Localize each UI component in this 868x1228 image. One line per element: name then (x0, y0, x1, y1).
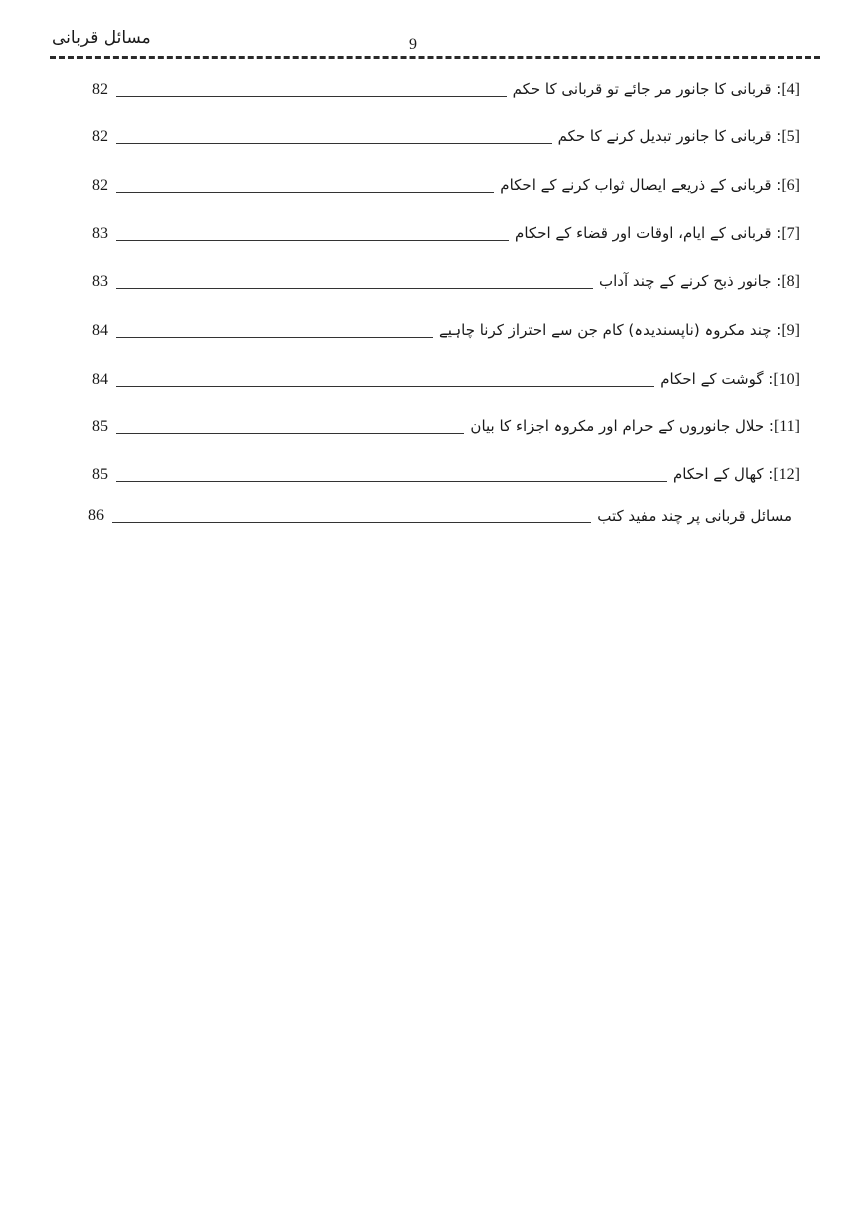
toc-entry-text: قربانی کے ذریعے ایصال ثواب کرنے کے احکام (500, 176, 772, 194)
toc-leader-line (116, 143, 552, 144)
toc-page-number: 83 (92, 225, 108, 242)
toc-page-number: 82 (92, 128, 108, 145)
running-header-title: مسائل قربانی (52, 28, 151, 48)
toc-entry-number: [8] (781, 273, 800, 290)
toc-entry (92, 315, 800, 341)
toc-entry-title: [5]: قربانی کا جانور تبدیل کرنے کا حکم (557, 127, 800, 145)
toc-entry (92, 74, 800, 100)
toc-entry-title: [6]: قربانی کے ذریعے ایصال ثواب کرنے کے احکام (500, 176, 800, 194)
toc-entry-text: کھال کے احکام (672, 465, 764, 483)
toc-entry (92, 218, 800, 244)
toc-entry-text: حلال جانوروں کے حرام اور مکروہ اجزاء کا بیان (470, 417, 765, 435)
toc-leader-line (112, 522, 591, 523)
toc-page-number: 85 (92, 466, 108, 483)
toc-leader-line (116, 96, 507, 97)
toc-entry-number: [4] (781, 81, 800, 98)
toc-entry-number: [6] (781, 177, 800, 194)
toc-entry-title: [7]: قربانی کے ایام، اوقات اور قضاء کے احکام (515, 224, 800, 242)
toc-leader-line (116, 192, 494, 193)
toc-entry-number: [5] (781, 128, 800, 145)
toc-entry (92, 266, 800, 292)
toc-entry (92, 170, 800, 196)
toc-entry (92, 364, 800, 390)
toc-page-number: 84 (92, 371, 108, 388)
toc-page-number: 82 (92, 177, 108, 194)
toc-entry-title: [10]: گوشت کے احکام (660, 370, 800, 388)
toc-entry (92, 121, 800, 147)
toc-entry-text: قربانی کا جانور تبدیل کرنے کا حکم (557, 127, 772, 145)
toc-entry-text: چند مکروہ (ناپسندیدہ) کام جن سے احتراز کرنا چاہیے (439, 321, 772, 339)
toc-entry-number: [10] (773, 371, 800, 388)
toc-entry-title: [4]: قربانی کا جانور مر جائے تو قربانی کا حکم (512, 80, 800, 98)
toc-entry (92, 459, 800, 485)
toc-entry-title: [8]: جانور ذبح کرنے کے چند آداب (599, 272, 800, 290)
toc-leader-line (116, 433, 464, 434)
toc-entry (88, 500, 792, 526)
toc-page-number: 84 (92, 322, 108, 339)
toc-page-number: 86 (88, 507, 104, 524)
toc-entry-text: گوشت کے احکام (660, 370, 764, 388)
toc-page-number: 82 (92, 81, 108, 98)
toc-entry-title: مسائل قربانی پر چند مفید کتب (597, 507, 792, 525)
toc-page-number: 83 (92, 273, 108, 290)
toc-entry-number: [7] (781, 225, 800, 242)
toc-entry-text: قربانی کا جانور مر جائے تو قربانی کا حکم (512, 80, 772, 98)
toc-leader-line (116, 240, 509, 241)
toc-leader-line (116, 288, 593, 289)
toc-entry-number: [11] (773, 418, 800, 435)
table-of-contents (0, 0, 868, 560)
toc-entry-text: جانور ذبح کرنے کے چند آداب (599, 272, 772, 290)
toc-entry-number: [12] (773, 466, 800, 483)
toc-leader-line (116, 481, 667, 482)
toc-entry-title: [12]: کھال کے احکام (672, 465, 800, 483)
toc-entry (92, 411, 800, 437)
toc-page-number: 85 (92, 418, 108, 435)
toc-leader-line (116, 337, 433, 338)
toc-entry-title: [11]: حلال جانوروں کے حرام اور مکروہ اجزاء کا بیان (470, 417, 800, 435)
toc-entry-number: [9] (781, 322, 800, 339)
toc-leader-line (116, 386, 654, 387)
page-number: 9 (409, 36, 417, 53)
toc-entry-title: [9]: چند مکروہ (ناپسندیدہ) کام جن سے احتراز کرنا چاہیے (439, 321, 800, 339)
toc-entry-text: قربانی کے ایام، اوقات اور قضاء کے احکام (515, 224, 772, 242)
